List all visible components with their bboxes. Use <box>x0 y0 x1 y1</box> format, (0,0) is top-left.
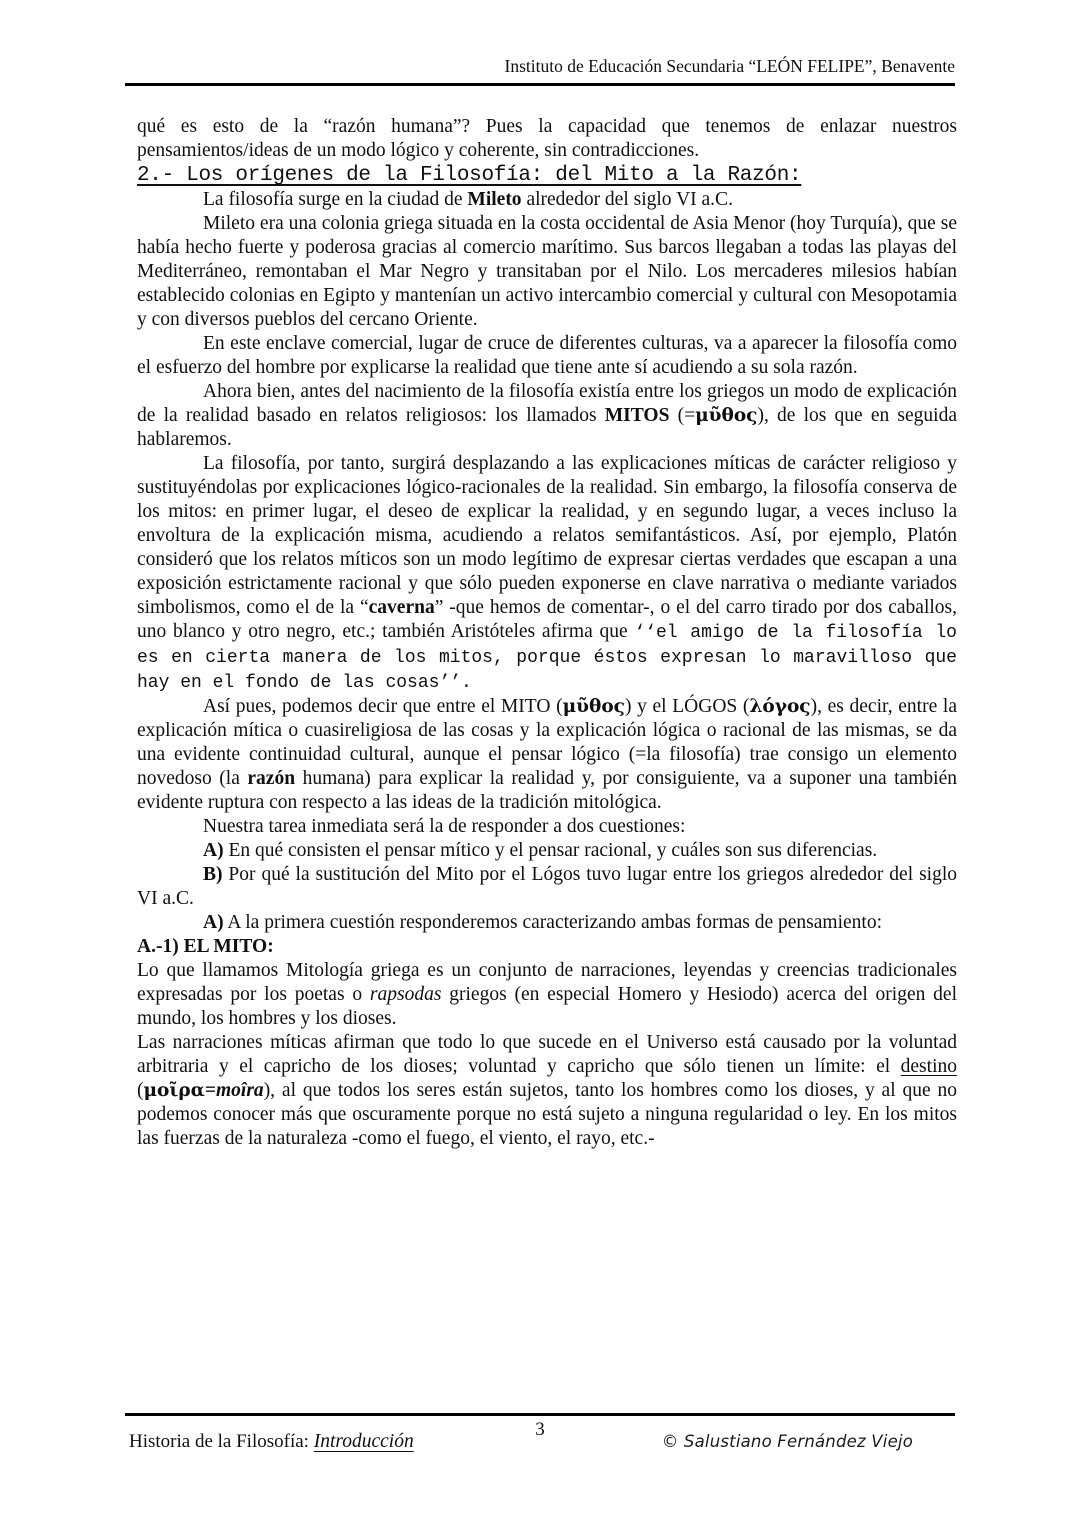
text-run: Mileto <box>467 189 522 210</box>
text-run: A) <box>203 840 224 861</box>
text-run: Lo que llamamos Mitología griega es un conjunto de narraciones, leyendas y creencias tradicionales expresadas por los poetas o <box>137 960 957 1005</box>
text-run: μοῖρα <box>143 1080 205 1101</box>
text-run: Así pues, podemos decir que entre el MITO ( <box>203 696 563 717</box>
text-run: (= <box>669 405 696 426</box>
list-item-b <box>137 863 957 911</box>
text-run: μῦθος <box>695 405 758 426</box>
paragraph-myths-intro <box>137 380 957 452</box>
paragraph-philosophy-displacement <box>137 452 957 695</box>
text-run: ‘‘el amigo de la filosofía lo es en cierta manera de los mitos, porque éstos expresan lo maravilloso que hay en el fondo de las cosas’’. <box>137 623 957 693</box>
text-run: moîra <box>216 1080 264 1101</box>
text-run: La filosofía surge en la ciudad de <box>203 189 468 210</box>
text-run: razón <box>247 768 296 789</box>
text-run: ” -que hemos de comentar-, o el del carro tirado por dos caballos, uno blanco y otro negro, etc.; también Aristóteles afirma que <box>137 597 957 642</box>
footer-chapter: Introducción <box>313 1431 414 1452</box>
text-run: B) <box>203 864 223 885</box>
text-run: Ahora bien, antes del nacimiento de la filosofía existía entre los griegos un modo de explicación de la realidad basado en relatos religiosos: los llamados <box>137 381 957 426</box>
text-run: Las narraciones míticas afirman que todo lo que sucede en el Universo está causado por la voluntad arbitraria y el capricho de los dioses; voluntad y capricho que sólo tienen un límite: el <box>137 1032 957 1077</box>
text-run: destino <box>900 1056 957 1077</box>
paragraph-first-question <box>137 911 957 935</box>
paragraph-mythos-logos <box>137 695 957 815</box>
paragraph-commercial-enclave <box>137 332 957 380</box>
header-institute: Instituto de Educación Secundaria “LEÓN FELIPE”, Benavente <box>504 56 955 76</box>
text-run: qué es esto de la “razón humana”? Pues la capacidad que tenemos de enlazar nuestros pensamientos/ideas de un modo lógico y coherente, sin contradicciones. <box>137 116 957 161</box>
paragraph-two-questions <box>137 815 957 839</box>
list-item-a <box>137 839 957 863</box>
page-header <box>125 55 955 86</box>
text-run: En qué consisten el pensar mítico y el pensar racional, y cuáles son sus diferencias. <box>223 840 878 861</box>
paragraph-mythology-definition <box>137 959 957 1031</box>
text-run: La filosofía, por tanto, surgirá desplazando a las explicaciones míticas de carácter religioso y sustituyéndolas por explicaciones lógico-racionales de la realidad. Sin embargo, la filosofía conserva de los mitos: en primer lugar, el deseo de explicar la realidad, y en segundo lugar, a veces incluso la envoltura de la explicación misma, acudiendo a relatos semifantásticos. Así, por ejemplo, Platón consideró que los relatos míticos son un modo legítimo de expresar ciertas verdades que escapan a una exposición estrictamente racional y que sólo pueden exponerse en clave narrativa o mediante variados simbolismos, como el de la “ <box>137 453 957 618</box>
section-heading: 2.- Los orígenes de la Filosofía: del Mito a la Razón: <box>137 164 802 187</box>
text-run: alrededor del siglo VI a.C. <box>521 189 733 210</box>
paragraph-miletus-colony <box>137 212 957 332</box>
text-run: ) y el LÓGOS ( <box>624 696 750 717</box>
subheading-el-mito <box>137 935 957 959</box>
text-run: λόγος <box>749 696 811 717</box>
page-number: 3 <box>535 1419 545 1440</box>
text-run: Mileto era una colonia griega situada en la costa occidental de Asia Menor (hoy Turquía), que se había hecho fuerte y poderosa gracias al comercio marítimo. Sus barcos llegaban a todas las playas del Mediterráneo, remontaban el Mar Negro y transitaban por el Nilo. Los mercaderes milesios habían establecido colonias en Egipto y mantenían un activo intercambio comercial y cultural con Mesopotamia y con diversos pueblos del cercano Oriente. <box>137 213 957 330</box>
footer-copyright: © Salustiano Fernández Viejo <box>661 1432 913 1451</box>
text-run: = <box>204 1080 216 1101</box>
document-body <box>137 115 957 1151</box>
paragraph-mythical-narrations <box>137 1031 957 1151</box>
text-run: ), de los que en seguida hablaremos. <box>137 405 957 450</box>
text-run: ), al que todos los seres están sujetos, tanto los hombres como los dioses, y al que no podemos conocer más que oscuramente porque no está sujeto a ninguna regularidad o ley. En los mitos las fuerzas de la naturaleza -como el fuego, el viento, el rayo, etc.- <box>137 1080 957 1149</box>
text-run: rapsodas <box>369 984 442 1005</box>
text-run: Nuestra tarea inmediata será la de responder a dos cuestiones: <box>203 816 686 837</box>
text-run: ( <box>137 1080 144 1101</box>
text-run: A) <box>203 912 224 933</box>
paragraph-reason-definition <box>137 115 957 163</box>
footer-course: Historia de la Filosofía: <box>129 1431 309 1452</box>
page-footer <box>125 1413 955 1476</box>
text-run: MITOS <box>604 405 670 426</box>
text-run: caverna <box>368 597 435 618</box>
text-run: A.-1) EL MITO: <box>137 936 274 957</box>
footer-title <box>129 1431 414 1453</box>
text-run: Por qué la sustitución del Mito por el Lógos tuvo lugar entre los griegos alrededor del siglo VI a.C. <box>137 864 957 909</box>
paragraph-miletus-origin <box>137 188 957 212</box>
text-run: humana) para explicar la realidad y, por consiguiente, va a suponer una también evidente ruptura con respecto a las ideas de la tradición mitológica. <box>137 768 957 813</box>
text-run: A la primera cuestión responderemos caracterizando ambas formas de pensamiento: <box>223 912 882 933</box>
text-run: griegos (en especial Homero y Hesiodo) acerca del origen del mundo, los hombres y los dioses. <box>137 984 957 1029</box>
text-run: En este enclave comercial, lugar de cruce de diferentes culturas, va a aparecer la filosofía como el esfuerzo del hombre por explicarse la realidad que tiene ante sí acudiendo a su sola razón. <box>137 333 957 378</box>
text-run: ), es decir, entre la explicación mítica o cuasireligiosa de las cosas y la explicación lógica o racional de las mismas, se da una evidente continuidad cultural, aunque el pensar lógico (=la filosofía) trae consigo un elemento novedoso (la <box>137 696 957 789</box>
text-run: μῦθος <box>562 696 625 717</box>
